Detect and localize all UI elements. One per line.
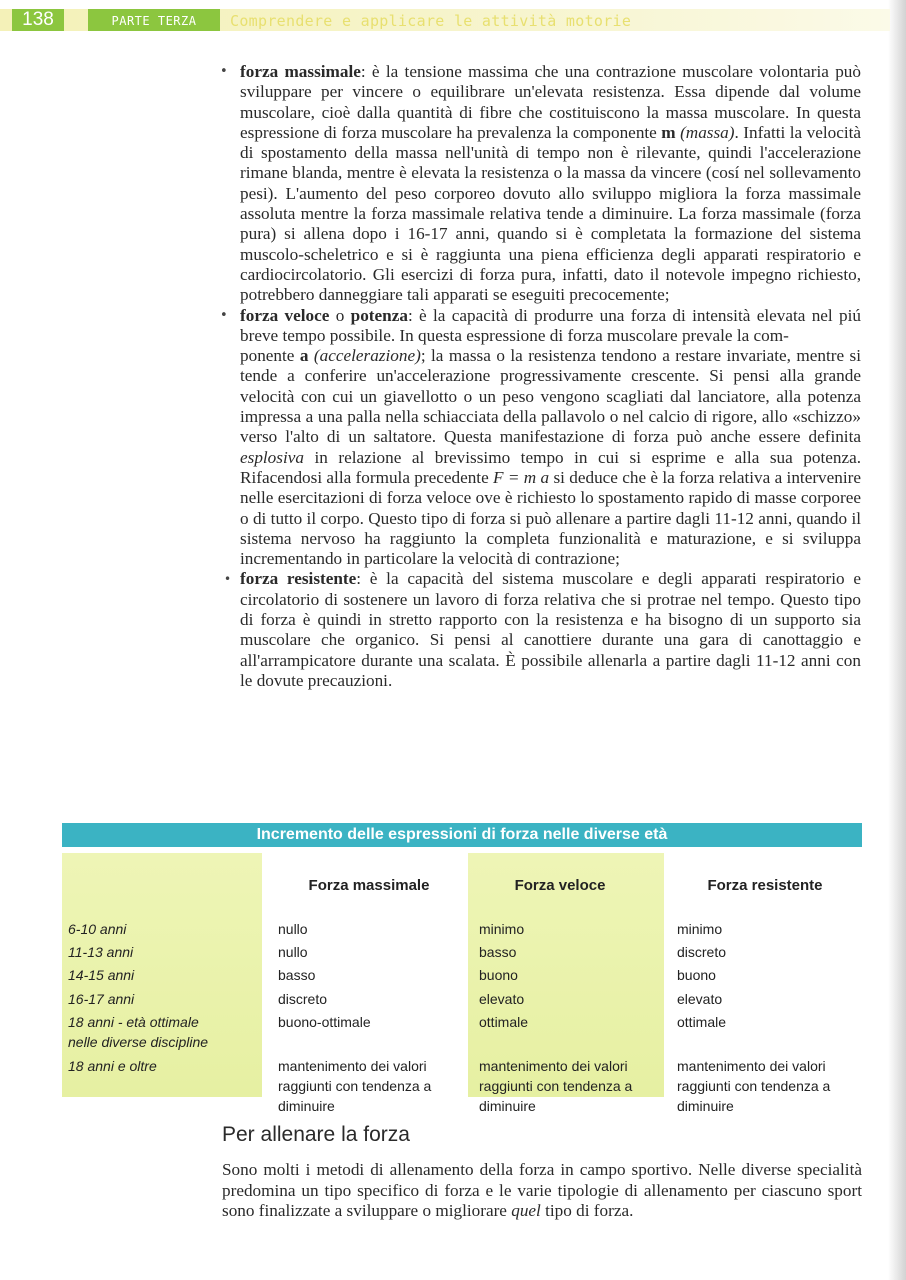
column-header-veloce: Forza veloce bbox=[514, 877, 606, 894]
section-heading: Per allenare la forza bbox=[222, 1123, 410, 1146]
row-age-label: 11-13 anni bbox=[68, 944, 134, 960]
table-cell: basso bbox=[479, 944, 517, 960]
table-cell: minimo bbox=[677, 921, 723, 937]
table-cell: discreto bbox=[278, 991, 328, 1007]
term-forza-veloce: forza veloce bbox=[240, 305, 330, 325]
veloce-esplosiva: esplosiva bbox=[240, 447, 304, 467]
force-age-table bbox=[62, 823, 862, 1114]
bullet-dot-icon: • bbox=[224, 572, 232, 587]
table-cell: mantenimento dei valori raggiunti con tendenza a diminuire bbox=[479, 1058, 633, 1114]
bullet-dot-icon: • bbox=[220, 307, 228, 323]
bullet-dot-icon: • bbox=[220, 64, 228, 79]
veloce-a-gloss: (accelerazione) bbox=[313, 346, 421, 366]
table-cell: minimo bbox=[479, 921, 525, 937]
table-cell: ottimale bbox=[479, 1014, 529, 1030]
veloce-text-5: si deduce che è la forza relativa a intervenire nelle esercitazioni di forza veloce ove è richiesto lo spostamento rapido di masse corporee o di tutto il corpo. Questo tipo di forza si può allenare a partire dagli 11-12 anni, quando il sistema nervoso ha raggiunto la completa funzionalità e maturazione, e si sviluppa incrementando in particolare la velocità di contrazione; bbox=[240, 467, 861, 569]
massimale-text-2: . Infatti la velocità di spostamento della massa nell'unità di tempo non è rilevante, quindi l'accelerazione rimane blanda, mentre è elevata la resistenza o la massa da vincere (cosí nel sollevamento pesi). L'aumento del peso corporeo dovuto allo sviluppo migliora la forza massimale assoluta mentre la forza massimale relativa tende a diminuire. La forza massimale (forza pura) si allena dopo i 16-17 anni, quando si è completata la formazione del sistema muscolo-scheletrico e si è raggiunta una piena efficienza degli apparati respiratorio e cardiocircolatorio. Gli esercizi di forza pura, infatti, dato il notevole impegno richiesto, potrebbero danneggiare tali apparati se eseguiti precocemente; bbox=[240, 122, 861, 305]
term-potenza: potenza bbox=[350, 305, 408, 325]
page-gutter-shadow bbox=[888, 0, 906, 1280]
section-text-2: tipo di forza. bbox=[540, 1201, 634, 1220]
table-cell: buono bbox=[677, 967, 716, 983]
table-body bbox=[62, 847, 862, 1114]
table-cell: mantenimento dei valori raggiunti con tendenza a diminuire bbox=[677, 1058, 831, 1114]
row-age-label: 6-10 anni bbox=[68, 921, 127, 937]
section-text-1: Sono molti i metodi di allenamento della forza in campo sportivo. Nelle diverse specialità predomina un tipo specifico di forza e le varie tipologie di allenamento per ciascuno sport sono finalizzate a sviluppare o migliorare bbox=[222, 1160, 862, 1220]
row-age-label: 18 anni - età ottimale nelle diverse discipline bbox=[68, 1014, 209, 1050]
section-quel: quel bbox=[511, 1201, 541, 1220]
table-cell: nullo bbox=[278, 944, 308, 960]
table-cell: buono-ottimale bbox=[278, 1014, 371, 1030]
main-text bbox=[220, 62, 862, 691]
row-age-label: 16-17 anni bbox=[68, 991, 135, 1007]
row-age-label: 14-15 anni bbox=[68, 967, 135, 983]
bullet-forza-massimale bbox=[220, 62, 861, 306]
formula: F = m a bbox=[493, 467, 550, 487]
part-label: PARTE TERZA bbox=[88, 9, 220, 31]
veloce-text-4: in relazione al brevissimo tempo in cui si esprime e alla sua potenza. Rifacendosi alla formula precedente bbox=[240, 447, 861, 487]
term-forza-massimale: forza massimale bbox=[240, 62, 361, 81]
table-cell: mantenimento dei valori raggiunti con tendenza a diminuire bbox=[278, 1058, 432, 1114]
term-forza-resistente: forza resistente bbox=[240, 569, 357, 589]
veloce-text-1: : è la capacità di produrre una forza di intensità elevata nel piú breve tempo possibile. In questa espressione di forza muscolare prevale la com- bbox=[240, 305, 861, 345]
table-cell: elevato bbox=[677, 991, 723, 1007]
veloce-text-2: ponente bbox=[240, 346, 300, 366]
bullet-forza-veloce bbox=[220, 305, 861, 347]
row-age-label: 18 anni e oltre bbox=[68, 1058, 157, 1074]
section-paragraph bbox=[222, 1160, 862, 1222]
veloce-a-letter: a bbox=[299, 346, 309, 366]
table-cell: ottimale bbox=[677, 1014, 727, 1030]
table-cell: basso bbox=[278, 967, 316, 983]
resistente-text: : è la capacità del sistema muscolare e degli apparati respiratorio e circolatorio di sostenere un lavoro di forza relativa che si protrae nel tempo. Questo tipo di forza è quindi in stretto rapporto con la resistenza e ha bisogno di un supporto sia muscolare che organico. Si pensi al canottiere durante una gara di canottaggio e all'arrampicatore durante una scalata. È possibile allenarla a partire dagli 11-12 anni con le dovute precauzioni. bbox=[240, 569, 861, 690]
massimale-m-letter: m bbox=[661, 122, 676, 142]
massimale-text-1: : è la tensione massima che una contrazione muscolare volontaria può sviluppare per vincere o equilibrare un'elevata resistenza. Essa dipende dal volume muscolare, cioè dalla quantità di fibre che costituiscono la massa muscolare. In questa espressione di forza muscolare ha prevalenza la componente bbox=[240, 62, 861, 142]
column-header-resistente: Forza resistente bbox=[707, 877, 823, 894]
veloce-conjunction: o bbox=[329, 305, 351, 325]
table-cell: discreto bbox=[677, 944, 727, 960]
massimale-m-gloss: (massa) bbox=[680, 122, 735, 142]
column-header-massimale: Forza massimale bbox=[308, 877, 430, 894]
table-cell: elevato bbox=[479, 991, 525, 1007]
veloce-continuation bbox=[240, 346, 861, 569]
table-cell: buono bbox=[479, 967, 518, 983]
table-title: Incremento delle espressioni di forza nelle diverse età bbox=[62, 823, 862, 847]
veloce-text-3: ; la massa o la resistenza tendono a restare invariate, mentre si tende a conferire un'accelerazione progressivamente crescente. Si pensi alla grande velocità con cui un giavellotto o un peso vengono scagliati dal lanciatore, alla potenza impressa a una palla nella schiacciata della pallavolo o nel calcio di rigore, allo «schizzo» verso l'alto di un saltatore. Questa manifestazione di forza può anche essere definita bbox=[240, 346, 862, 447]
page-number: 138 bbox=[12, 9, 64, 31]
table-cell: nullo bbox=[278, 921, 308, 937]
bullet-forza-resistente bbox=[224, 569, 861, 691]
chapter-title: Comprendere e applicare le attività motorie bbox=[230, 12, 632, 30]
